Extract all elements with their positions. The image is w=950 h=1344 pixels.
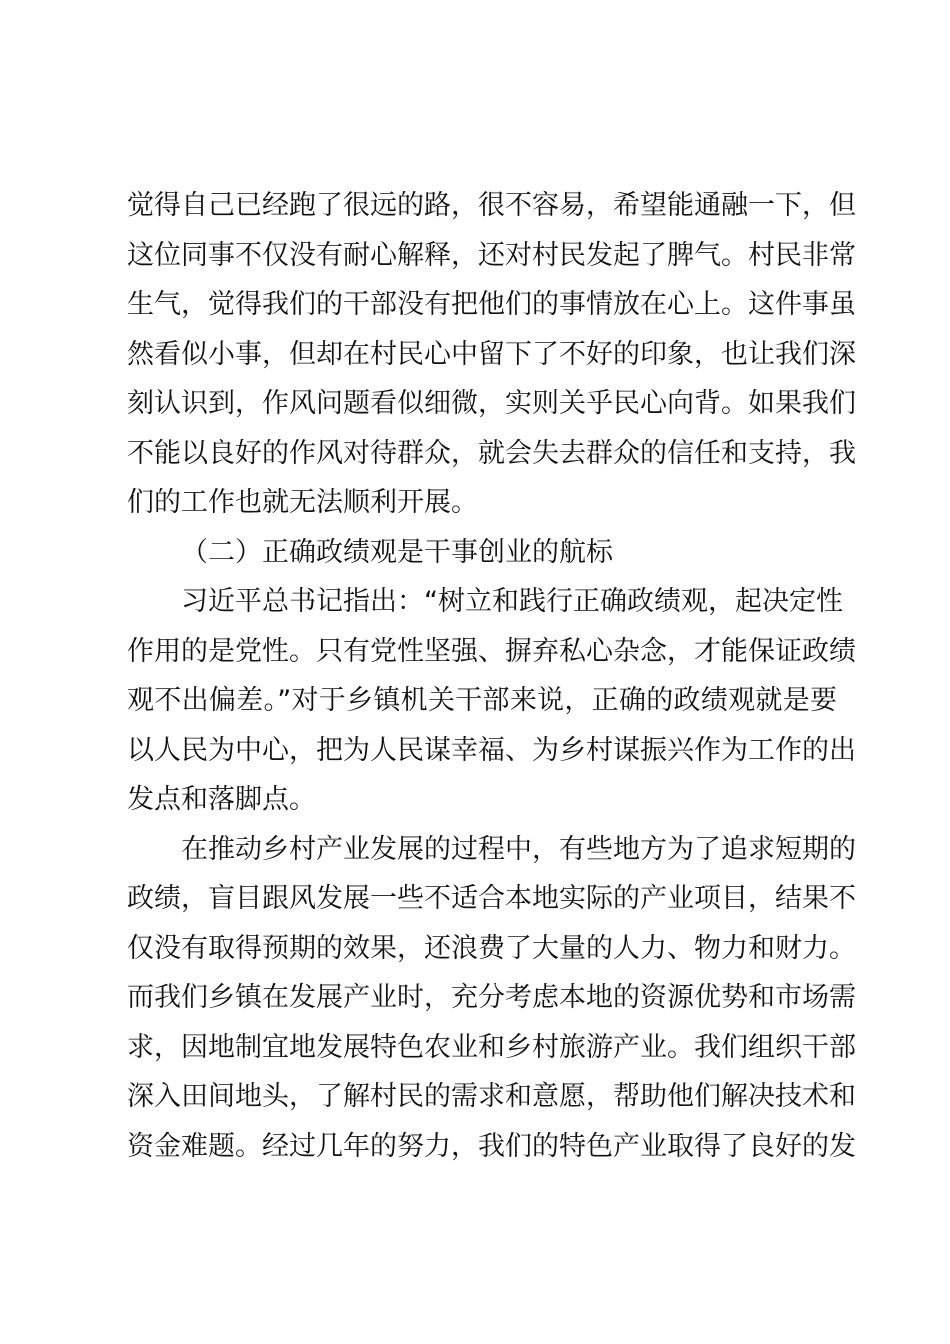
text-line: 习近平总书记指出：“树立和践行正确政绩观，起决定性: [181, 586, 843, 617]
text-line: 以人民为中心，把为人民谋幸福、为乡村谋振兴作为工作的出: [127, 734, 856, 766]
text-line: 而我们乡镇在发展产业时，充分考虑本地的资源优势和市场需: [127, 982, 856, 1013]
text-line: 仅没有取得预期的效果，还浪费了大量的人力、物力和财力。: [127, 932, 856, 964]
text-line: 政绩，盲目跟风发展一些不适合本地实际的产业项目，结果不: [127, 883, 856, 914]
heading-line: （二）正确政绩观是干事创业的航标: [181, 536, 613, 568]
paragraph-industry: [127, 825, 856, 1172]
document-body: [127, 181, 856, 1171]
text-line: 发点和落脚点。: [127, 784, 316, 815]
text-line: 然看似小事，但却在村民心中留下了不好的印象，也让我们深: [127, 338, 856, 370]
text-line: 这位同事不仅没有耐心解释，还对村民发起了脾气。村民非常: [127, 239, 856, 271]
text-line: 资金难题。经过几年的努力，我们的特色产业取得了良好的发: [127, 1130, 856, 1162]
text-line: 生气，觉得我们的干部没有把他们的事情放在心上。这件事虽: [127, 289, 856, 320]
text-line: 作用的是党性。只有党性坚强、摒弃私心杂念，才能保证政绩: [127, 635, 856, 667]
paragraph-continued: [127, 181, 856, 528]
text-line: 们的工作也就无法顺利开展。: [127, 487, 478, 518]
text-line: 深入田间地头，了解村民的需求和意愿，帮助他们解决技术和: [127, 1081, 856, 1112]
section-heading: [127, 528, 837, 578]
text-line: 观不出偏差。”对于乡镇机关干部来说，正确的政绩观就是要: [127, 685, 837, 716]
text-line: 不能以良好的作风对待群众，就会失去群众的信任和支持，我: [127, 437, 856, 469]
text-line: 求，因地制宜地发展特色农业和乡村旅游产业。我们组织干部: [127, 1031, 856, 1063]
text-line: 刻认识到，作风问题看似细微，实则关乎民心向背。如果我们: [127, 388, 856, 419]
text-line: 在推动乡村产业发展的过程中，有些地方为了追求短期的: [181, 833, 856, 865]
paragraph-quote: [127, 577, 856, 825]
text-line: 觉得自己已经跑了很远的路，很不容易，希望能通融一下，但: [127, 190, 856, 221]
